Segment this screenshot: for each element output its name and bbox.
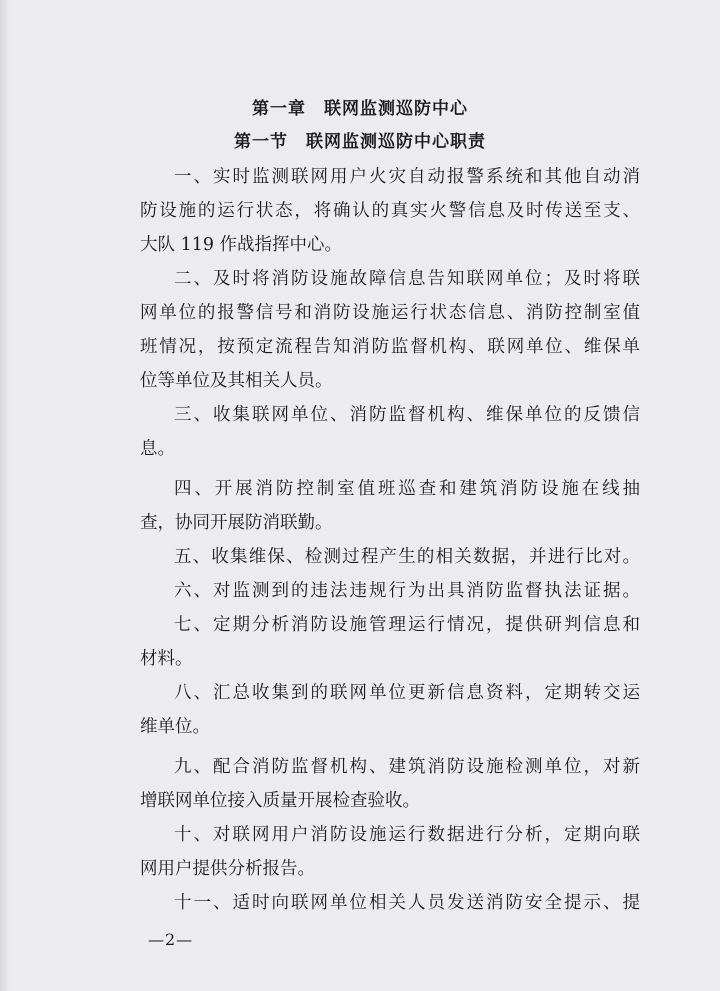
body-line: 四、开展消防控制室值班巡查和建筑消防设施在线抽 [174,479,640,499]
section-title: 第一节 联网监测巡防中心职责 [234,132,486,152]
body-line: 五、收集维保、检测过程产生的相关数据，并进行比对。 [174,547,640,567]
body-line: 查，协同开展防消联勤。 [140,513,333,533]
body-line: 材料。 [140,649,193,669]
body-line: 一、实时监测联网用户火灾自动报警系统和其他自动消 [174,167,640,187]
body-line: 十、对联网用户消防设施运行数据进行分析，定期向联 [174,825,640,845]
body-line: 维单位。 [140,717,210,737]
body-line: 七、定期分析消防设施管理运行情况，提供研判信息和 [174,615,640,635]
body-line: 防设施的运行状态，将确认的真实火警信息及时传送至支、 [140,201,640,221]
body-line: 九、配合消防监督机构、建筑消防设施检测单位，对新 [174,757,640,777]
body-line: 三、收集联网单位、消防监督机构、维保单位的反馈信 [174,405,640,425]
body-line: 十一、适时向联网单位相关人员发送消防安全提示、提 [174,893,640,913]
body-line: 六、对监测到的违法违规行为出具消防监督执法证据。 [174,581,640,601]
chapter-title: 第一章 联网监测巡防中心 [252,99,468,119]
body-line: 班情况，按预定流程告知消防监督机构、联网单位、维保单 [140,337,640,357]
body-line: 位等单位及其相关人员。 [140,371,333,391]
body-line: 增联网单位接入质量开展检查验收。 [140,791,420,811]
body-line: 八、汇总收集到的联网单位更新信息资料，定期转交运 [174,683,640,703]
body-line: 大队 119 作战指挥中心。 [140,235,343,255]
body-line: 息。 [140,439,175,459]
body-line: 网用户提供分析报告。 [140,859,315,879]
body-line: 网单位的报警信号和消防设施运行状态信息、消防控制室值 [140,303,640,323]
body-line: 二、及时将消防设施故障信息告知联网单位；及时将联 [174,269,640,289]
page-number: —2— [148,930,194,949]
